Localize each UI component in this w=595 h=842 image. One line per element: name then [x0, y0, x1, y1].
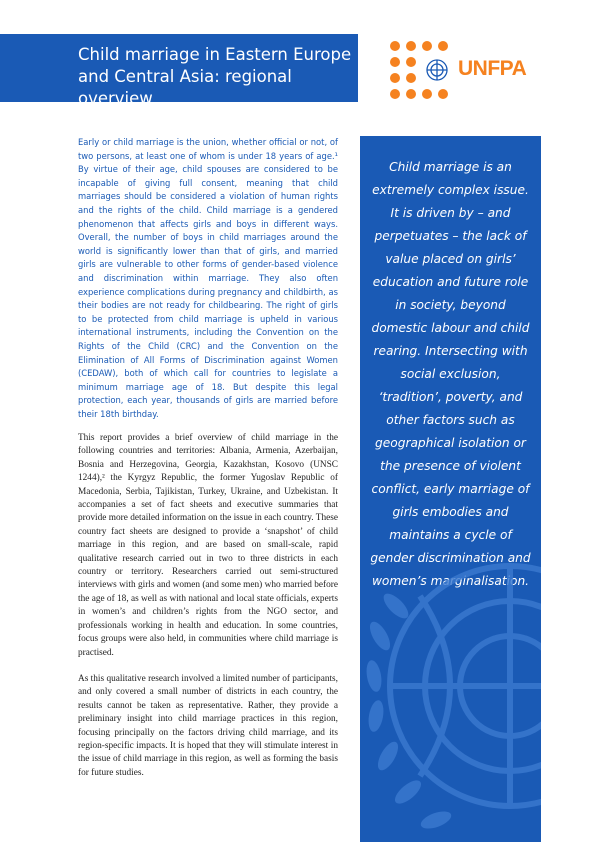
un-laurel-emblem-icon: [360, 516, 541, 842]
page-title: Child marriage in Eastern Europe and Central Asia: regional overview: [78, 45, 352, 108]
sidebar-panel: [360, 136, 541, 842]
un-emblem-icon: [427, 60, 447, 80]
pull-quote: Child marriage is an extremely complex issue. It is driven by – and perpetuates – the lack of value placed on girls’ education and future role in society, beyond domestic labour and child rearing. Intersecting with social exclusion, ‘tradition’, poverty, and other factors such as geographical isolation or the presence of violent conflict, early marriage of girls embodies and maintains a cycle of gender discrimination and women’s marginalisation.: [370, 160, 531, 588]
body-paragraph-2: As this qualitative research involved a limited number of participants, and only covered a small number of districts in each country, the results cannot be taken as representative. Rather, they provide a preliminary insight into child marriage practices in this region, focusing principally on the factors driving child marriage, and its region-specific impacts. It is hoped that they will stimulate interest in the issue of child marriage in this region, as well as forming the basis for future studies.: [78, 673, 338, 778]
intro-paragraph: Early or child marriage is the union, whether official or not, of two persons, at least one of whom is under 18 years of age.¹ By virtue of their age, child spouses are considered to be incapable of giving full consent, meaning that child marriages should be considered a violation of human rights and the rights of the child. Child marriage is a gendered phenomenon that affects girls and boys in different ways. Overall, the number of boys in child marriages around the world is significantly lower than that of girls, and married girls are vulnerable to other forms of gender-based violence and discrimination within marriage. They also often experience complications during pregnancy and childbirth, as their bodies are not ready for childbearing. The right of girls to be protected from child marriage is upheld in various international instruments, including the Convention on the Rights of the Child (CRC) and the Convention on the Elimination of All Forms of Discrimination against Women (CEDAW), both of which call for countries to legislate a minimum marriage age of 18. But despite this legal protection, each year, thousands of girls are married before their 18th birthday.: [78, 137, 338, 419]
body-text: [78, 432, 338, 793]
body-paragraph-1: This report provides a brief overview of child marriage in the following countries and territories: Albania, Armenia, Azerbaijan, Bosnia and Herzegovina, Georgia, Kazakhstan, Kosovo (UNSC 1244),² the Kyrgyz Republic, the former Yugoslav Republic of Macedonia, Serbia, Tajikistan, Turkey, Ukraine, and Uzbekistan. It accompanies a set of fact sheets and executive summaries that provide more detailed information on the issue in each country. These country fact sheets are designed to provide a ‘snapshot’ of child marriage in this region, and are based on small-scale, rapid qualitative research carried out in two to three districts in each country or territory. Researchers carried out semi-structured interviews with girls and women (and some men) who married before the age of 18, as well as with national and local state officials, experts in women’s and children’s rights from the NGO sector, and professionals working in health and education. In some countries, focus groups were also held, in communities where child marriage is practised.: [78, 433, 338, 658]
unfpa-wordmark: UNFPA: [458, 57, 527, 80]
